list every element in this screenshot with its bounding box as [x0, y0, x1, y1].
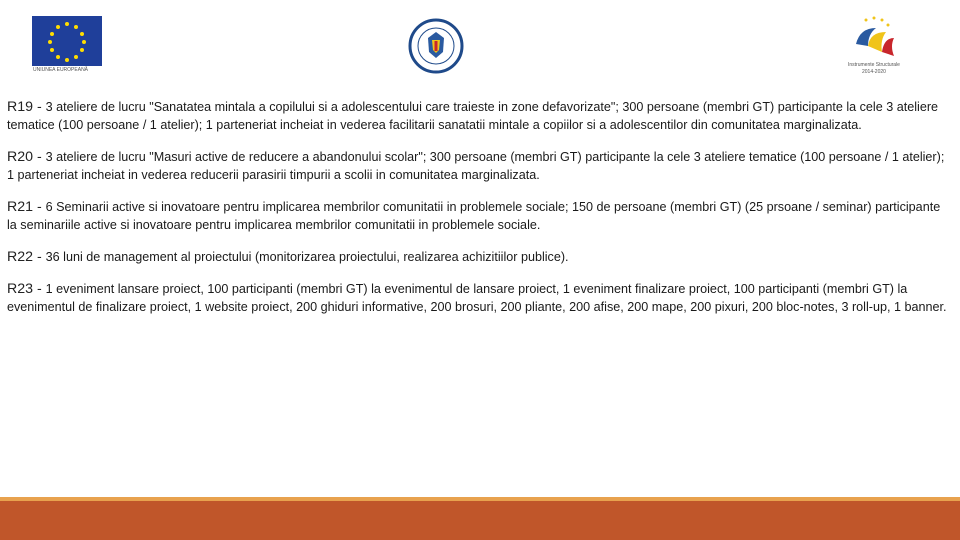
result-code: R21 - [7, 199, 46, 215]
result-code: R22 - [7, 249, 46, 265]
result-text: 6 Seminarii active si inovatoare pentru implicarea membrilor comunitatii in problemele sociale; 150 de persoane (membri GT) (25 prsoane / seminar) participante la seminariile active si inovatoare pentru implicarea membrilor comunitatii in problemele sociale. [7, 200, 941, 232]
result-text: 3 ateliere de lucru "Sanatatea mintala a copilului si a adolescentului care traieste in zone defavorizate"; 300 persoane (membri GT) participante la cele 3 ateliere tematice (100 persoane / 1 atelier); 1 parteneriat incheiat in vederea facilitarii sanatatii mintale a copiilor si a adolescentilor din comunitatea marginalizata. [7, 100, 939, 132]
result-item-r22 [7, 248, 952, 266]
results-list [7, 98, 952, 330]
guvernul-romaniei-logo [408, 18, 464, 74]
result-item-r21 [7, 198, 952, 234]
coat-of-arms-icon [408, 18, 464, 74]
result-text: 3 ateliere de lucru "Masuri active de reducere a abandonului scolar"; 300 persoane (membri GT) participante la cele 3 ateliere tematice (100 persoane / 1 atelier); 1 parteneriat incheiat in vederea reducerii parasirii timpurii a scolii in comunitatea marginalizata. [7, 150, 945, 182]
result-code: R23 - [7, 281, 46, 297]
result-code: R20 - [7, 149, 46, 165]
result-item-r19 [7, 98, 952, 134]
instrumente-structurale-icon [842, 14, 906, 62]
is-logo-caption: Instrumente Structurale [848, 62, 900, 68]
eu-flag-icon [30, 16, 104, 68]
result-item-r23 [7, 280, 952, 316]
result-code: R19 - [7, 99, 46, 115]
result-item-r20 [7, 148, 952, 184]
eu-logo-caption: UNIUNEA EUROPEANĂ [33, 67, 89, 73]
result-text: 1 eveniment lansare proiect, 100 participanti (membri GT) la evenimentul de lansare proiect, 1 eveniment finalizare proiect, 100 participanti (membri GT) la evenimentul de finalizare proiect, 1 website proiect, 200 ghiduri informative, 200 brosuri, 200 pliante, 200 afise, 200 mape, 200 pixuri, 200 bloc-notes, 3 roll-up, 1 banner. [7, 282, 947, 314]
footer-bar [0, 501, 960, 540]
result-text: 36 luni de management al proiectului (monitorizarea proiectului, realizarea achizitiilor publice). [45, 250, 569, 264]
is-logo-years: 2014-2020 [862, 69, 886, 75]
